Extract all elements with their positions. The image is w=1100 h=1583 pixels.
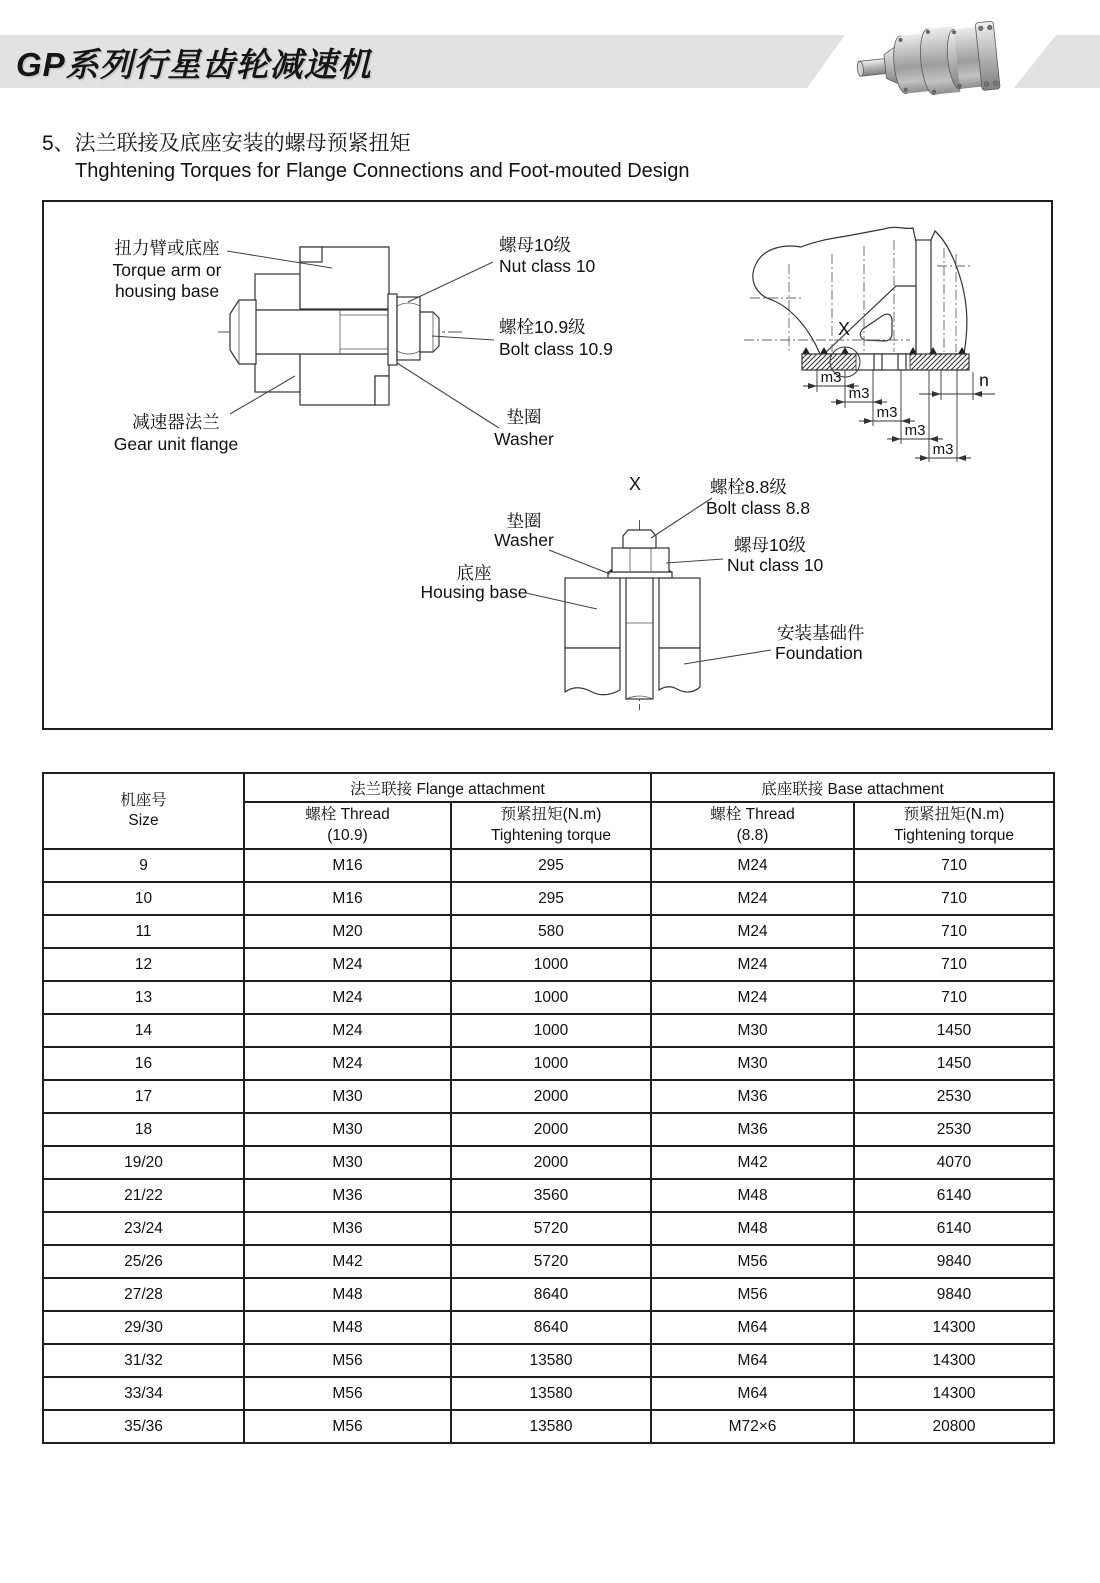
cell-base-thread: M48 [651, 1179, 854, 1212]
cell-base-thread: M72×6 [651, 1410, 854, 1443]
cell-base-thread: M30 [651, 1047, 854, 1080]
cell-base-thread: M36 [651, 1113, 854, 1146]
cell-flange-thread: M56 [244, 1410, 451, 1443]
cell-flange-torque: 1000 [451, 1047, 651, 1080]
dim-m3-5: m3 [932, 441, 954, 458]
cell-base-thread: M24 [651, 981, 854, 1014]
cell-base-torque: 14300 [854, 1344, 1054, 1377]
label-nut10-en: Nut class 10 [499, 256, 596, 276]
cell-base-thread: M48 [651, 1212, 854, 1245]
base-attachment-view [744, 227, 995, 462]
col-header-flange-thread [244, 802, 451, 849]
cell-flange-thread: M48 [244, 1311, 451, 1344]
cell-flange-torque: 8640 [451, 1311, 651, 1344]
cell-base-thread: M56 [651, 1278, 854, 1311]
cell-flange-thread: M24 [244, 981, 451, 1014]
cell-size: 11 [43, 915, 244, 948]
cell-size: 17 [43, 1080, 244, 1113]
col-header-base-thread-l1: 螺栓 Thread [710, 806, 795, 824]
nut-part [397, 297, 420, 360]
cell-size: 33/34 [43, 1377, 244, 1410]
cell-flange-thread: M24 [244, 1014, 451, 1047]
table-row [43, 1113, 1054, 1146]
cell-flange-thread: M30 [244, 1146, 451, 1179]
label-bolt109-en: Bolt class 10.9 [499, 339, 613, 359]
section-heading-cn: 5、法兰联接及底座安装的螺母预紧扭矩 [42, 132, 411, 155]
cell-base-thread: M24 [651, 915, 854, 948]
cell-base-thread: M24 [651, 948, 854, 981]
cell-flange-torque: 2000 [451, 1080, 651, 1113]
label-washer1-en: Washer [494, 429, 554, 449]
cell-flange-thread: M56 [244, 1377, 451, 1410]
cell-base-torque: 710 [854, 915, 1054, 948]
table-row [43, 1080, 1054, 1113]
table-row [43, 1212, 1054, 1245]
col-group-base-attachment: 底座联接 Base attachment [651, 773, 1054, 802]
washer-part [388, 294, 397, 365]
bolt-head-2 [623, 530, 656, 548]
cell-base-thread: M64 [651, 1377, 854, 1410]
dim-m3-2: m3 [848, 385, 870, 402]
table-row [43, 849, 1054, 882]
cell-base-torque: 710 [854, 849, 1054, 882]
cell-flange-torque: 580 [451, 915, 651, 948]
cell-size: 35/36 [43, 1410, 244, 1443]
torque-table-body [43, 849, 1054, 1443]
col-header-base-thread [651, 802, 854, 849]
gear-reducer-drawing [854, 21, 1000, 103]
cell-base-torque: 710 [854, 948, 1054, 981]
flange-connection-diagram [113, 235, 613, 454]
table-row [43, 1047, 1054, 1080]
header-band-accent [1014, 35, 1100, 88]
cell-base-torque: 1450 [854, 1014, 1054, 1047]
label-foundation-en: Foundation [775, 643, 863, 663]
col-header-flange-torque [451, 802, 651, 849]
cell-flange-torque: 13580 [451, 1377, 651, 1410]
table-row [43, 1146, 1054, 1179]
cell-base-thread: M56 [651, 1245, 854, 1278]
page-title: GP系列行星齿轮减速机 [16, 46, 372, 83]
cell-size: 25/26 [43, 1245, 244, 1278]
dim-m3-1: m3 [820, 369, 842, 386]
label-torque-arm-en1: Torque arm or [112, 260, 222, 280]
table-row [43, 981, 1054, 1014]
cell-flange-torque: 3560 [451, 1179, 651, 1212]
label-gear-flange-en: Gear unit flange [113, 434, 239, 454]
cell-size: 14 [43, 1014, 244, 1047]
label-gear-flange-cn: 减速器法兰 [132, 412, 220, 432]
cell-flange-thread: M20 [244, 915, 451, 948]
col-header-size-en: Size [128, 812, 159, 829]
cell-base-torque: 2530 [854, 1080, 1054, 1113]
cell-flange-torque: 2000 [451, 1146, 651, 1179]
table-row [43, 1245, 1054, 1278]
cell-size: 31/32 [43, 1344, 244, 1377]
col-header-flange-torque-l1: 预紧扭矩(N.m) [500, 806, 602, 824]
col-header-size-cn: 机座号 [120, 791, 167, 809]
cell-flange-thread: M16 [244, 882, 451, 915]
cell-flange-thread: M36 [244, 1179, 451, 1212]
cell-size: 29/30 [43, 1311, 244, 1344]
cell-base-thread: M42 [651, 1146, 854, 1179]
cell-base-torque: 1450 [854, 1047, 1054, 1080]
table-row [43, 1377, 1054, 1410]
cell-size: 27/28 [43, 1278, 244, 1311]
mark-x-foot-view: X [628, 474, 642, 494]
table-row [43, 1179, 1054, 1212]
cell-base-thread: M30 [651, 1014, 854, 1047]
label-bolt109-cn: 螺栓10.9级 [499, 317, 586, 337]
label-washer2-en: Washer [494, 530, 554, 550]
cell-flange-torque: 1000 [451, 1014, 651, 1047]
cell-flange-thread: M56 [244, 1344, 451, 1377]
mark-x-base-view: X [837, 319, 851, 339]
col-header-flange-thread-l1: 螺栓 Thread [305, 806, 390, 824]
cell-size: 21/22 [43, 1179, 244, 1212]
technical-diagrams [44, 202, 1051, 728]
cell-size: 18 [43, 1113, 244, 1146]
cell-base-torque: 2530 [854, 1113, 1054, 1146]
cell-base-torque: 20800 [854, 1410, 1054, 1443]
cell-base-torque: 14300 [854, 1377, 1054, 1410]
cell-flange-thread: M24 [244, 1047, 451, 1080]
cell-base-torque: 710 [854, 882, 1054, 915]
foot-mounting-diagram [420, 474, 864, 710]
cell-base-thread: M24 [651, 882, 854, 915]
cell-flange-thread: M48 [244, 1278, 451, 1311]
label-washer1-cn: 垫圈 [506, 407, 542, 427]
cell-base-torque: 710 [854, 981, 1054, 1014]
label-washer2-cn: 垫圈 [506, 511, 542, 531]
nut-part-2 [612, 548, 669, 572]
dim-m3-4: m3 [904, 422, 926, 439]
cell-base-thread: M64 [651, 1311, 854, 1344]
col-header-base-torque-l2: Tightening torque [893, 826, 1015, 844]
cell-base-thread: M64 [651, 1344, 854, 1377]
cell-flange-torque: 13580 [451, 1410, 651, 1443]
label-foundation-cn: 安装基础件 [777, 623, 865, 643]
cell-flange-torque: 1000 [451, 981, 651, 1014]
table-row [43, 882, 1054, 915]
col-header-base-torque [854, 802, 1054, 849]
dim-n: n [979, 370, 989, 390]
cell-size: 9 [43, 849, 244, 882]
label-housing-base-en: Housing base [420, 582, 528, 602]
cell-flange-thread: M42 [244, 1245, 451, 1278]
cell-base-torque: 6140 [854, 1212, 1054, 1245]
cell-flange-torque: 1000 [451, 948, 651, 981]
dim-m3-3: m3 [876, 404, 898, 421]
label-torque-arm-en2: housing base [114, 281, 220, 301]
table-row [43, 948, 1054, 981]
cell-flange-torque: 5720 [451, 1245, 651, 1278]
col-header-flange-thread-l2: (10.9) [327, 826, 368, 844]
table-row [43, 1311, 1054, 1344]
label-torque-arm-cn: 扭力臂或底座 [114, 238, 220, 258]
table-row [43, 915, 1054, 948]
cell-size: 10 [43, 882, 244, 915]
cell-size: 19/20 [43, 1146, 244, 1179]
gear-reducer-photo [853, 12, 1005, 108]
table-row [43, 1344, 1054, 1377]
cell-flange-thread: M36 [244, 1212, 451, 1245]
cell-flange-torque: 2000 [451, 1113, 651, 1146]
cell-flange-thread: M30 [244, 1113, 451, 1146]
cell-base-torque: 14300 [854, 1311, 1054, 1344]
label-nut10b-en: Nut class 10 [727, 555, 824, 575]
cell-flange-thread: M24 [244, 948, 451, 981]
col-header-base-torque-l1: 预紧扭矩(N.m) [903, 806, 1005, 824]
cell-flange-torque: 295 [451, 882, 651, 915]
section-heading-en: Thghtening Torques for Flange Connections and Foot-mouted Design [75, 160, 690, 183]
label-bolt88-en: Bolt class 8.8 [706, 498, 811, 518]
col-header-size [43, 773, 244, 849]
cell-flange-torque: 5720 [451, 1212, 651, 1245]
cell-size: 13 [43, 981, 244, 1014]
cell-base-torque: 4070 [854, 1146, 1054, 1179]
col-group-flange-attachment: 法兰联接 Flange attachment [244, 773, 651, 802]
label-bolt88-cn: 螺栓8.8级 [710, 477, 787, 497]
section-heading [42, 131, 689, 184]
cell-base-torque: 6140 [854, 1179, 1054, 1212]
cell-flange-torque: 8640 [451, 1278, 651, 1311]
cell-flange-torque: 13580 [451, 1344, 651, 1377]
label-nut10b-cn: 螺母10级 [734, 535, 806, 555]
cell-base-thread: M24 [651, 849, 854, 882]
cell-flange-torque: 295 [451, 849, 651, 882]
torque-table [42, 772, 1055, 1444]
bolt-head [230, 300, 256, 364]
table-row [43, 1014, 1054, 1047]
table-row [43, 1278, 1054, 1311]
cell-size: 16 [43, 1047, 244, 1080]
diagram-panel [42, 200, 1053, 730]
table-row [43, 1410, 1054, 1443]
cell-base-torque: 9840 [854, 1278, 1054, 1311]
cell-base-torque: 9840 [854, 1245, 1054, 1278]
label-housing-base-cn: 底座 [456, 563, 492, 583]
cell-flange-thread: M30 [244, 1080, 451, 1113]
washer-part-2 [608, 572, 672, 578]
col-header-flange-torque-l2: Tightening torque [490, 826, 612, 844]
cell-size: 12 [43, 948, 244, 981]
label-nut10-cn: 螺母10级 [499, 235, 571, 255]
col-header-base-thread-l2: (8.8) [736, 826, 769, 844]
cell-base-thread: M36 [651, 1080, 854, 1113]
cell-size: 23/24 [43, 1212, 244, 1245]
cell-flange-thread: M16 [244, 849, 451, 882]
